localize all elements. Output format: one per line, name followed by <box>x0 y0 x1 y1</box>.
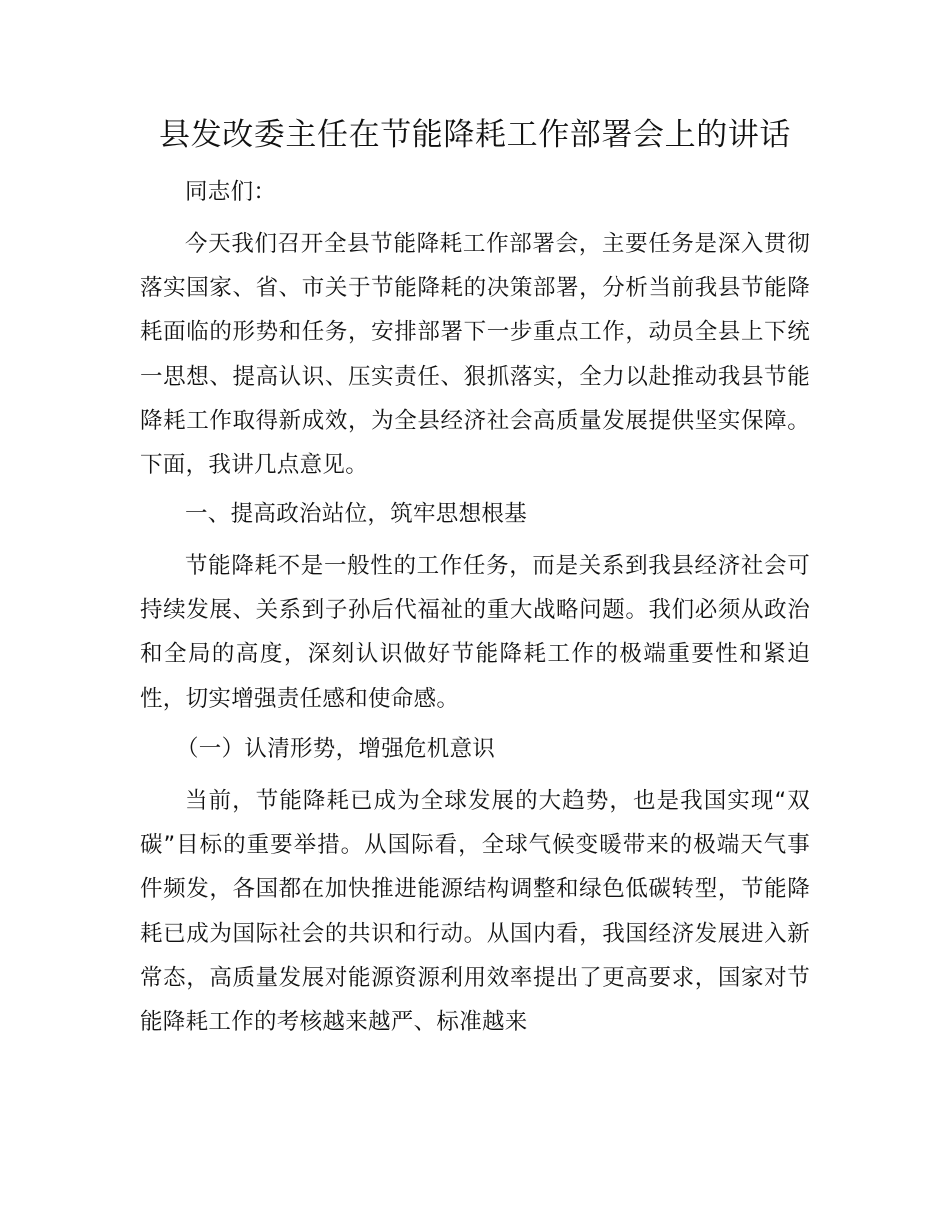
section-1-heading: 一、提高政治站位，筑牢思想根基 <box>185 501 528 527</box>
intro-paragraph: 今天我们召开全县节能降耗工作部署会，主要任务是深入贯彻落实国家、省、市关于节能降耗的决策部署，分析当前我县节能降耗面临的形势和任务，安排部署下一步重点工作，动员全县上下统一思想、提高认识、压实责任、狠抓落实，全力以赴推动我县节能降耗工作取得新成效，为全县经济社会高质量发展提供坚实保障。下面，我讲几点意见。 <box>140 231 810 479</box>
section-1-paragraph: 节能降耗不是一般性的工作任务，而是关系到我县经济社会可持续发展、关系到子孙后代福祉的重大战略问题。我们必须从政治和全局的高度，深刻认识做好节能降耗工作的极端重要性和紧迫性，切实增强责任感和使命感。 <box>140 553 810 712</box>
subsection-1-heading: （一）认清形势，增强危机意识 <box>176 736 496 762</box>
salutation: 同志们： <box>185 179 277 205</box>
subsection-1-paragraph: 当前，节能降耗已成为全球发展的大趋势，也是我国实现“双碳”目标的重要举措。从国际看，全球气候变暖带来的极端天气事件频发，各国都在加快推进能源结构调整和绿色低碳转型，节能降耗已成为国际社会的共识和行动。从国内看，我国经济发展进入新常态，高质量发展对能源资源利用效率提出了更高要求，国家对节能降耗工作的考核越来越严、标准越来 <box>140 788 810 1036</box>
document-title: 县发改委主任在节能降耗工作部署会上的讲话 <box>159 117 791 153</box>
